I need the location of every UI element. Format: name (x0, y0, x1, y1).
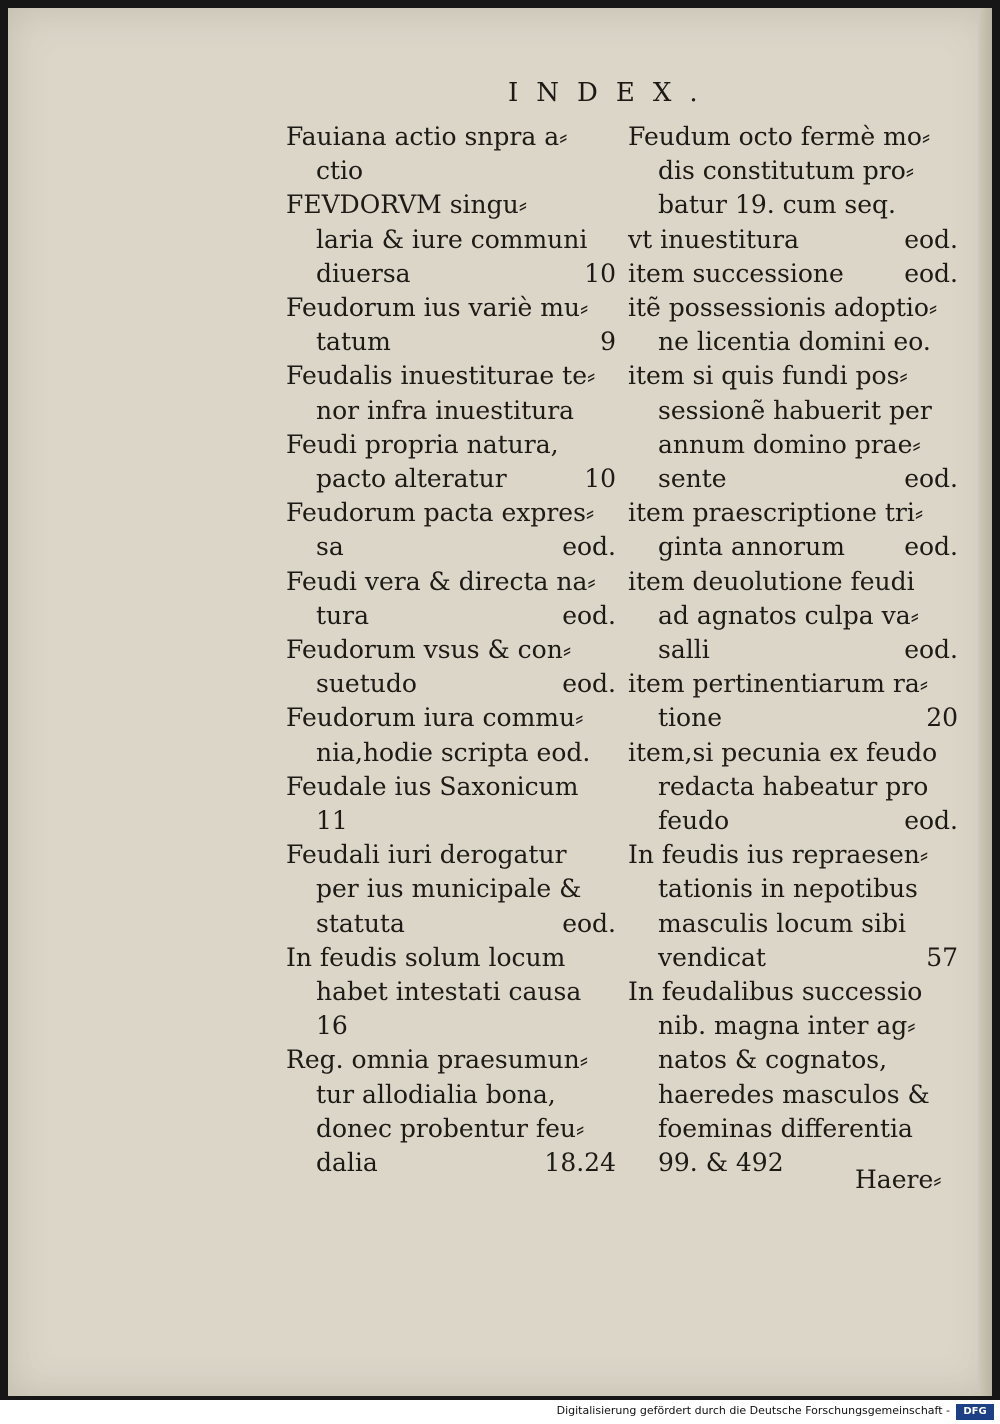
index-entry (628, 257, 958, 291)
footer-bar (0, 1400, 1000, 1424)
entry-text: pacto alteratur (316, 464, 507, 494)
entry-text: tatum (316, 327, 391, 357)
page-ref: eod. (562, 669, 616, 699)
page-ref: 9 (600, 327, 616, 357)
entry-line (628, 154, 958, 188)
entry-text: Feudorum pacta expres⸗ (286, 498, 595, 528)
index-column-left (286, 120, 616, 1180)
index-entry (286, 770, 616, 838)
index-entry (286, 120, 616, 188)
entry-line (628, 325, 958, 359)
entry-text: tura (316, 600, 370, 630)
entry-text: Feudalis inuestiturae te⸗ (286, 361, 596, 391)
entry-text: tur allodialia bona, (316, 1079, 556, 1109)
entry-line (286, 291, 616, 325)
entry-text: nor infra inuestitura (316, 395, 575, 425)
entry-text: item,si pecunia ex feudo (628, 737, 938, 767)
entry-line (628, 701, 958, 735)
entry-text: Feudorum vsus & con⸗ (286, 635, 572, 665)
entry-line (286, 599, 616, 633)
book-page (8, 8, 992, 1396)
entry-line (628, 872, 958, 906)
entry-text: dalia (316, 1148, 378, 1178)
entry-line (286, 462, 616, 496)
entry-text: In feudis ius repraesen⸗ (628, 840, 929, 870)
entry-text: laria & iure communi (316, 224, 588, 254)
entry-line (628, 188, 958, 222)
entry-text: 99. & 492 (658, 1148, 784, 1178)
entry-line (286, 907, 616, 941)
entry-text: salli (658, 635, 710, 665)
index-entry (628, 667, 958, 735)
entry-line (628, 257, 958, 291)
page-ref: 57 (926, 942, 958, 972)
entry-line (628, 1078, 958, 1112)
page-ref: 20 (926, 703, 958, 733)
index-entry (628, 565, 958, 668)
entry-line (628, 1112, 958, 1146)
entry-text: tione (658, 703, 722, 733)
index-entry (286, 941, 616, 1044)
entry-line (628, 838, 958, 872)
index-entry (286, 838, 616, 941)
entry-line (628, 770, 958, 804)
entry-line (286, 736, 616, 770)
entry-line (628, 907, 958, 941)
entry-text: vt inuestitura (628, 224, 799, 254)
page-ref: eod. (904, 532, 958, 562)
page-ref: eod. (904, 806, 958, 836)
entry-text: nia,hodie scripta eod. (316, 737, 591, 767)
entry-line (286, 565, 616, 599)
entry-line (628, 941, 958, 975)
entry-line (628, 736, 958, 770)
entry-text: haeredes masculos & (658, 1079, 930, 1109)
entry-line (628, 667, 958, 701)
entry-text: natos & cognatos, (658, 1045, 888, 1075)
entry-text: sa (316, 532, 344, 562)
index-entry (628, 496, 958, 564)
entry-line (628, 428, 958, 462)
entry-line (286, 154, 616, 188)
entry-text: FEVDORVM singu⸗ (286, 190, 528, 220)
entry-line (628, 1043, 958, 1077)
entry-line (286, 872, 616, 906)
page-header: INDEX. (508, 78, 716, 108)
entry-line (286, 804, 616, 838)
entry-line (286, 223, 616, 257)
entry-line (628, 120, 958, 154)
entry-line (286, 496, 616, 530)
index-entry (286, 188, 616, 291)
index-entry (286, 565, 616, 633)
index-entry (286, 1043, 616, 1180)
entry-line (286, 257, 616, 291)
index-entry (628, 838, 958, 975)
entry-line (628, 1009, 958, 1043)
entry-line (286, 428, 616, 462)
index-entry (286, 633, 616, 701)
entry-text: dis constitutum pro⸗ (658, 156, 915, 186)
entry-text: 16 (316, 1011, 348, 1041)
page-ref: eod. (562, 600, 616, 630)
page-ref: 10 (584, 258, 616, 288)
entry-line (628, 975, 958, 1009)
index-entry (628, 736, 958, 839)
entry-text: In feudis solum locum (286, 942, 566, 972)
entry-text: ginta annorum (658, 532, 845, 562)
entry-line (286, 770, 616, 804)
page-ref: eod. (904, 464, 958, 494)
entry-line (286, 838, 616, 872)
entry-line (286, 975, 616, 1009)
entry-text: batur 19. cum seq. (658, 190, 896, 220)
page-ref: eod. (904, 258, 958, 288)
index-entry (628, 359, 958, 496)
entry-text: annum domino prae⸗ (658, 429, 921, 459)
entry-text: per ius municipale & (316, 874, 582, 904)
entry-text: Feudorum ius variè mu⸗ (286, 293, 589, 323)
entry-line (286, 1009, 616, 1043)
entry-line (628, 223, 958, 257)
index-entry (286, 291, 616, 359)
index-entry (628, 223, 958, 257)
page-ref: 10 (584, 464, 616, 494)
index-entry (286, 359, 616, 427)
entry-line (286, 1043, 616, 1077)
entry-text: statuta (316, 908, 405, 938)
entry-line (286, 1112, 616, 1146)
entry-line (628, 291, 958, 325)
entry-text: Feudi propria natura, (286, 429, 559, 459)
page-ref: eod. (562, 532, 616, 562)
entry-text: Feudali iuri derogatur (286, 840, 567, 870)
entry-line (628, 462, 958, 496)
entry-text: item si quis fundi pos⸗ (628, 361, 908, 391)
entry-line (286, 359, 616, 393)
entry-line (628, 599, 958, 633)
entry-text: diuersa (316, 258, 411, 288)
entry-text: item pertinentiarum ra⸗ (628, 669, 929, 699)
entry-line (286, 120, 616, 154)
entry-line (286, 633, 616, 667)
index-entry (628, 291, 958, 359)
entry-line (628, 394, 958, 428)
entry-text: sente (658, 464, 727, 494)
entry-text: redacta habeatur pro (658, 771, 929, 801)
entry-text: item deuolutione feudi (628, 566, 915, 596)
entry-text: Feudum octo fermè mo⸗ (628, 122, 931, 151)
entry-text: Feudale ius Saxonicum (286, 771, 579, 801)
entry-line (628, 633, 958, 667)
entry-text: item successione (628, 258, 844, 288)
page-ref: 18.24 (544, 1148, 616, 1178)
entry-text: item praescriptione tri⸗ (628, 498, 924, 528)
entry-line (628, 496, 958, 530)
entry-text: Feudi vera & directa na⸗ (286, 566, 596, 596)
entry-text: ne licentia domini eo. (658, 327, 931, 357)
page-ref: eod. (562, 908, 616, 938)
entry-line (286, 394, 616, 428)
entry-text: feudo (658, 806, 730, 836)
entry-text: sessionẽ habuerit per (658, 395, 932, 425)
entry-line (286, 530, 616, 564)
index-entry (628, 120, 958, 223)
entry-line (286, 667, 616, 701)
index-entry (286, 496, 616, 564)
entry-text: masculis locum sibi (658, 908, 906, 938)
entry-text: itẽ possessionis adoptio⸗ (628, 293, 938, 323)
entry-line (628, 804, 958, 838)
entry-line (628, 359, 958, 393)
entry-text: tationis in nepotibus (658, 874, 918, 904)
entry-text: suetudo (316, 669, 417, 699)
entry-line (628, 530, 958, 564)
dfg-logo: DFG (956, 1404, 994, 1420)
entry-text: Fauiana actio snpra a⸗ (286, 122, 568, 151)
entry-line (286, 1078, 616, 1112)
entry-text: In feudalibus successio (628, 977, 923, 1007)
entry-line (286, 1146, 616, 1180)
page-edge (978, 8, 992, 1396)
entry-line (286, 325, 616, 359)
index-entry (628, 975, 958, 1180)
index-entry (286, 428, 616, 496)
entry-text: Feudorum iura commu⸗ (286, 703, 584, 733)
index-entry (286, 701, 616, 769)
entry-text: Reg. omnia praesumun⸗ (286, 1045, 589, 1075)
entry-line (628, 565, 958, 599)
index-column-right (628, 120, 958, 1180)
entry-line (286, 188, 616, 222)
page-ref: eod. (904, 635, 958, 665)
catchword: Haere⸗ (855, 1165, 942, 1194)
entry-line (286, 941, 616, 975)
entry-text: nib. magna inter ag⸗ (658, 1011, 916, 1041)
entry-line (286, 701, 616, 735)
entry-text: ctio (316, 156, 364, 186)
page-ref: eod. (904, 224, 958, 254)
entry-text: foeminas differentia (658, 1113, 913, 1143)
entry-text: ad agnatos culpa va⸗ (658, 600, 919, 630)
entry-text: vendicat (658, 942, 766, 972)
entry-text: donec probentur feu⸗ (316, 1113, 585, 1143)
footer-credit: Digitalisierung gefördert durch die Deutsche Forschungsgemeinschaft - (556, 1404, 950, 1417)
entry-text: 11 (316, 806, 348, 836)
entry-text: habet intestati causa (316, 977, 582, 1007)
